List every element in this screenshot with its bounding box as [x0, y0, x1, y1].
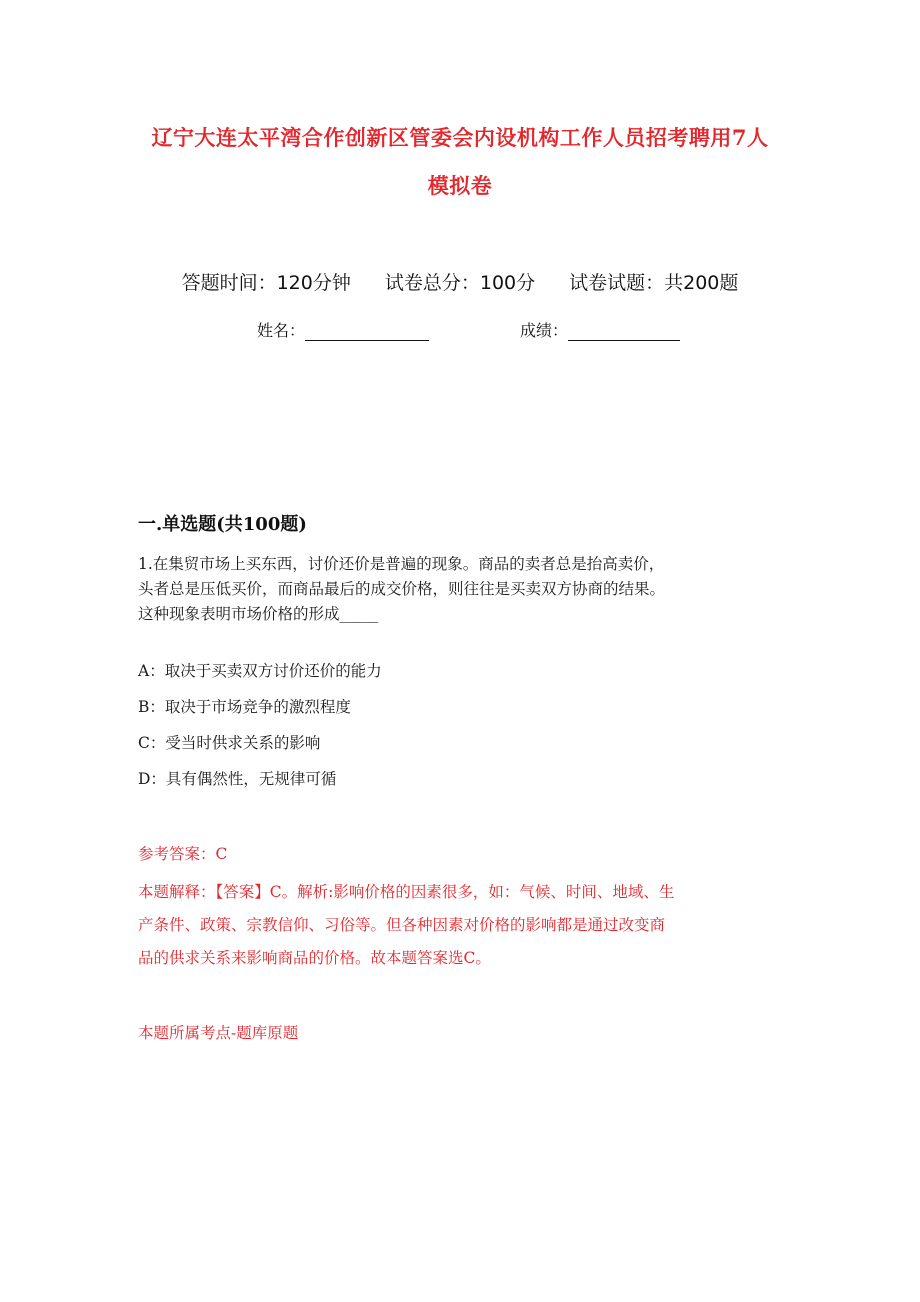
option-d: D：具有偶然性，无规律可循 — [138, 770, 337, 788]
option-a: A：取决于买卖双方讨价还价的能力 — [138, 662, 382, 680]
document-title-line2: 模拟卷 — [427, 173, 493, 198]
answer-explanation — [138, 876, 788, 975]
name-label: 姓名： — [257, 321, 306, 340]
explanation-line: 产条件、政策、宗教信仰、习俗等。但各种因素对价格的影响都是通过改变商 — [138, 916, 666, 934]
score-field — [520, 318, 680, 341]
option-b: B：取决于市场竞争的激烈程度 — [138, 698, 351, 716]
question-stem-line: 这种现象表明市场价格的形成_____ — [138, 605, 379, 623]
name-field — [257, 318, 429, 341]
name-blank[interactable] — [305, 322, 429, 341]
question-options — [138, 659, 788, 803]
exam-total-score: 试卷总分：100分 — [384, 272, 536, 294]
option-c: C：受当时供求关系的影响 — [138, 734, 321, 752]
score-blank[interactable] — [568, 322, 680, 341]
score-label: 成绩： — [520, 321, 569, 340]
exam-question-count: 试卷试题：共200题 — [569, 272, 739, 294]
section-heading: 一.单选题(共100题) — [138, 514, 307, 535]
explanation-line: 本题解释：【答案】C。解析:影响价格的因素很多，如：气候、时间、地域、生 — [138, 883, 675, 901]
reference-answer: 参考答案：C — [138, 845, 228, 863]
exam-meta-line — [0, 268, 920, 295]
question-stem — [138, 552, 788, 627]
exam-time: 答题时间：120分钟 — [181, 272, 351, 294]
knowledge-point: 本题所属考点-题库原题 — [138, 1024, 299, 1042]
question-stem-line: 头者总是压低买价，而商品最后的成交价格，则往往是买卖双方协商的结果。 — [138, 580, 666, 598]
question-stem-line: 1.在集贸市场上买东西，讨价还价是普遍的现象。商品的卖者总是抬高卖价， — [138, 555, 665, 573]
explanation-line: 品的供求关系来影响商品的价格。故本题答案选C。 — [138, 949, 491, 967]
document-title-line1: 辽宁大连太平湾合作创新区管委会内设机构工作人员招考聘用7人 — [151, 125, 769, 150]
